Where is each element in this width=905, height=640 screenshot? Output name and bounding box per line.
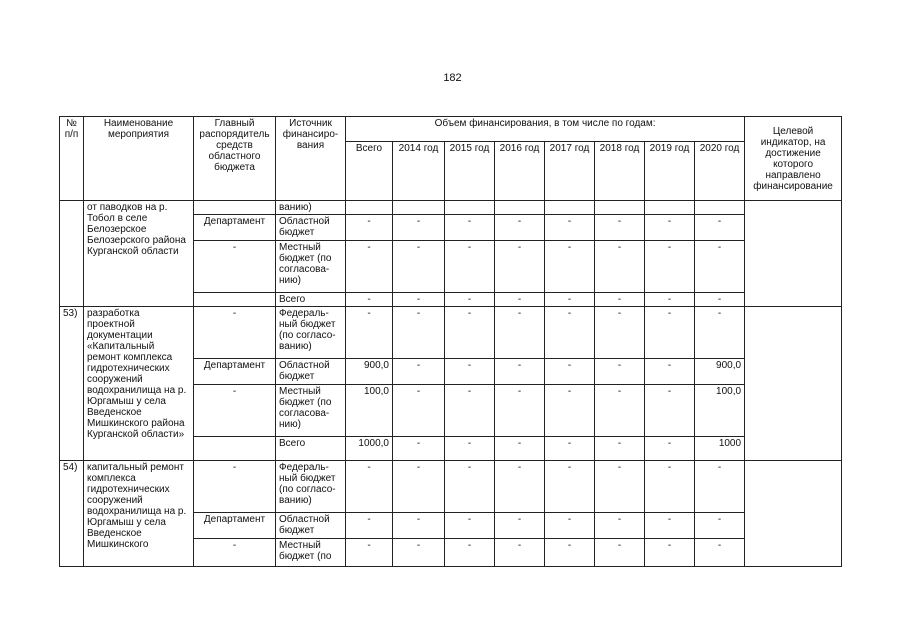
value-cell: - — [495, 241, 545, 293]
manager-cell: - — [194, 385, 276, 437]
value-cell: - — [495, 293, 545, 307]
indicator-cell — [745, 201, 842, 307]
value-cell: - — [445, 215, 495, 241]
header-funding: Объем финансирования, в том числе по годам: — [346, 117, 745, 142]
value-cell: - — [695, 307, 745, 359]
header-year: 2019 год — [645, 142, 695, 201]
value-cell: - — [445, 437, 495, 461]
header-year: 2015 год — [445, 142, 495, 201]
manager-cell: - — [194, 461, 276, 513]
source-cell: ванию) — [276, 201, 346, 215]
table-row — [60, 307, 842, 359]
value-cell: - — [695, 539, 745, 567]
value-cell: - — [393, 437, 445, 461]
source-cell: Областной бюджет — [276, 359, 346, 385]
source-cell: Областной бюджет — [276, 513, 346, 539]
value-cell: - — [445, 307, 495, 359]
value-cell: - — [346, 513, 393, 539]
value-cell: - — [445, 513, 495, 539]
value-cell: - — [545, 241, 595, 293]
value-cell: - — [545, 437, 595, 461]
manager-cell: - — [194, 539, 276, 567]
value-cell: - — [595, 307, 645, 359]
value-cell: 900,0 — [695, 359, 745, 385]
value-cell: - — [645, 385, 695, 437]
value-cell: - — [595, 385, 645, 437]
value-cell: - — [393, 293, 445, 307]
value-cell: 100,0 — [695, 385, 745, 437]
value-cell — [445, 201, 495, 215]
value-cell: - — [595, 241, 645, 293]
value-cell: - — [346, 539, 393, 567]
source-cell: Местный бюджет (по — [276, 539, 346, 567]
indicator-cell — [745, 307, 842, 461]
value-cell: - — [393, 307, 445, 359]
item-name: капитальный ремонт комплекса гидротехнических сооружений водохранилища на р. Юргамыш у села Введенское Мишкинского — [84, 461, 194, 567]
value-cell: - — [545, 293, 595, 307]
value-cell: - — [695, 215, 745, 241]
value-cell: - — [393, 513, 445, 539]
header-total: Всего — [346, 142, 393, 201]
source-cell: Местный бюджет (по согласова-нию) — [276, 385, 346, 437]
value-cell: - — [445, 359, 495, 385]
manager-cell: - — [194, 307, 276, 359]
value-cell: - — [393, 215, 445, 241]
value-cell — [393, 201, 445, 215]
manager-cell: - — [194, 241, 276, 293]
source-cell: Местный бюджет (по согласова-нию) — [276, 241, 346, 293]
header-row — [60, 117, 842, 142]
value-cell: - — [495, 437, 545, 461]
value-cell: - — [645, 437, 695, 461]
value-cell — [346, 201, 393, 215]
value-cell: - — [346, 215, 393, 241]
value-cell: - — [595, 437, 645, 461]
item-name: разработка проектной документации «Капитальный ремонт комплекса гидротехнических сооружений водохранилища на р. Юргамыш у села Введенское Мишкинского района Курганской области» — [84, 307, 194, 461]
source-cell: Всего — [276, 437, 346, 461]
value-cell — [595, 201, 645, 215]
value-cell: 100,0 — [346, 385, 393, 437]
value-cell: - — [695, 461, 745, 513]
item-num — [60, 201, 84, 307]
header-year: 2018 год — [595, 142, 645, 201]
source-cell: Федераль-ный бюджет (по согласо-ванию) — [276, 461, 346, 513]
value-cell: - — [645, 359, 695, 385]
item-num: 53) — [60, 307, 84, 461]
value-cell: - — [595, 215, 645, 241]
value-cell: - — [445, 539, 495, 567]
header-source: Источник финансиро-вания — [276, 117, 346, 201]
value-cell: 900,0 — [346, 359, 393, 385]
value-cell: - — [595, 359, 645, 385]
value-cell: - — [695, 293, 745, 307]
item-num: 54) — [60, 461, 84, 567]
value-cell: - — [595, 513, 645, 539]
header-year: 2017 год — [545, 142, 595, 201]
value-cell: - — [393, 359, 445, 385]
value-cell: - — [545, 539, 595, 567]
value-cell: - — [545, 513, 595, 539]
value-cell: - — [495, 359, 545, 385]
value-cell: - — [545, 307, 595, 359]
value-cell: 1000 — [695, 437, 745, 461]
source-cell: Областной бюджет — [276, 215, 346, 241]
value-cell: - — [695, 241, 745, 293]
value-cell: - — [445, 461, 495, 513]
value-cell — [545, 201, 595, 215]
value-cell: - — [645, 539, 695, 567]
value-cell: - — [645, 307, 695, 359]
value-cell: - — [545, 215, 595, 241]
value-cell: 1000,0 — [346, 437, 393, 461]
value-cell: - — [545, 461, 595, 513]
value-cell: - — [346, 461, 393, 513]
value-cell: - — [393, 461, 445, 513]
value-cell: - — [495, 539, 545, 567]
header-num: № п/п — [60, 117, 84, 201]
value-cell — [645, 201, 695, 215]
value-cell: - — [645, 215, 695, 241]
value-cell: - — [346, 241, 393, 293]
value-cell: - — [595, 293, 645, 307]
header-indicator: Целевой индикатор, на достижение которого направлено финансирование — [745, 117, 842, 201]
value-cell: - — [645, 513, 695, 539]
value-cell: - — [495, 461, 545, 513]
value-cell: - — [645, 293, 695, 307]
value-cell: - — [393, 539, 445, 567]
value-cell — [695, 201, 745, 215]
header-year: 2020 год — [695, 142, 745, 201]
header-manager: Главный распорядитель средств областного бюджета — [194, 117, 276, 201]
manager-cell: Департамент — [194, 359, 276, 385]
manager-cell: Департамент — [194, 215, 276, 241]
page-number: 182 — [443, 72, 462, 84]
value-cell: - — [545, 359, 595, 385]
budget-table — [59, 116, 842, 567]
manager-cell — [194, 293, 276, 307]
source-cell: Всего — [276, 293, 346, 307]
value-cell: - — [445, 385, 495, 437]
table-row — [60, 461, 842, 513]
value-cell: - — [645, 241, 695, 293]
table-row — [60, 201, 842, 215]
value-cell: - — [346, 293, 393, 307]
value-cell — [495, 201, 545, 215]
value-cell: - — [393, 385, 445, 437]
value-cell: - — [346, 307, 393, 359]
header-year: 2016 год — [495, 142, 545, 201]
value-cell: - — [545, 385, 595, 437]
value-cell: - — [495, 215, 545, 241]
value-cell: - — [595, 539, 645, 567]
value-cell: - — [445, 293, 495, 307]
value-cell: - — [393, 241, 445, 293]
source-cell: Федераль-ный бюджет (по согласо-ванию) — [276, 307, 346, 359]
manager-cell — [194, 201, 276, 215]
value-cell: - — [495, 307, 545, 359]
header-name: Наименование мероприятия — [84, 117, 194, 201]
indicator-cell — [745, 461, 842, 567]
manager-cell: Департамент — [194, 513, 276, 539]
header-year: 2014 год — [393, 142, 445, 201]
value-cell: - — [495, 385, 545, 437]
value-cell: - — [495, 513, 545, 539]
item-name: от паводков на р. Тобол в селе Белозерское Белозерского района Курганской области — [84, 201, 194, 307]
value-cell: - — [645, 461, 695, 513]
value-cell: - — [695, 513, 745, 539]
value-cell: - — [445, 241, 495, 293]
value-cell: - — [595, 461, 645, 513]
manager-cell — [194, 437, 276, 461]
